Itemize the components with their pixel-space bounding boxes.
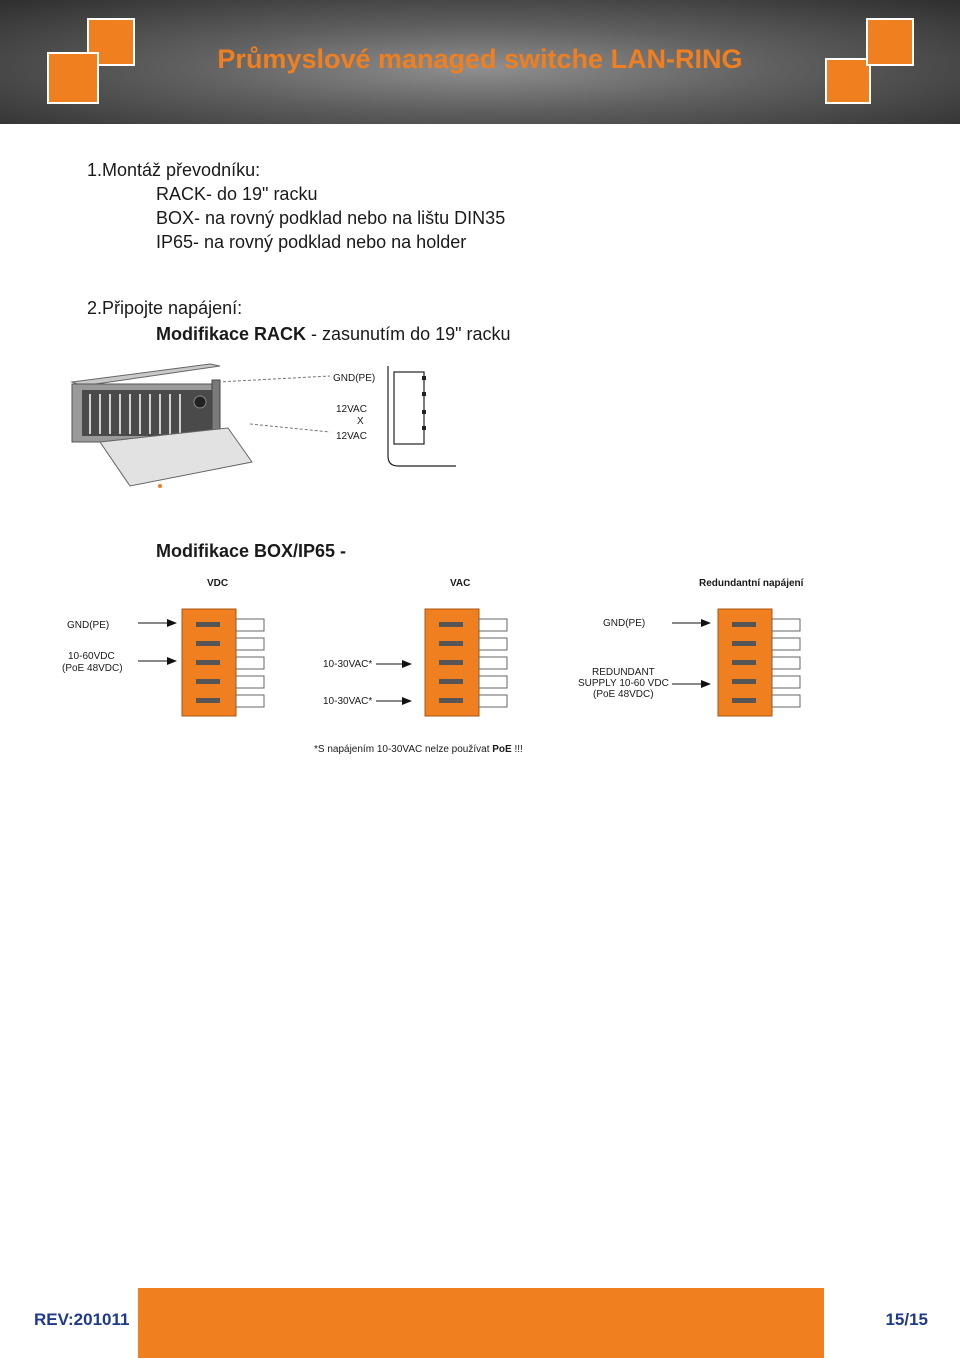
rack-gnd-label: GND(PE) xyxy=(333,373,376,384)
redundant-label-line3: (PoE 48VDC) xyxy=(593,689,654,700)
section1-line-rack: RACK- do 19" racku xyxy=(156,184,318,204)
column-redundant-header: Redundantní napájení xyxy=(699,578,804,589)
vdc-supply-label-line2: (PoE 48VDC) xyxy=(62,663,123,674)
section1-line-ip65: IP65- na rovný podklad nebo na holder xyxy=(156,232,467,252)
vdc-supply-label-line1: 10-60VDC xyxy=(68,651,115,662)
revision-label: REV:201011 xyxy=(34,1310,130,1329)
section1-line-box: BOX- na rovný podklad nebo na lištu DIN35 xyxy=(156,208,506,228)
section1-heading: 1.Montáž převodníku: xyxy=(87,160,261,180)
rack-12vac-label-2: 12VAC xyxy=(336,431,367,442)
poe-warning-note: *S napájením 10-30VAC nelze používat PoE !!! xyxy=(314,744,523,755)
rack-x-label: X xyxy=(357,416,364,427)
box-modification-label: Modifikace BOX/IP65 - xyxy=(156,541,347,561)
page-title: Průmyslové managed switche LAN-RING xyxy=(217,44,743,74)
vac-label-1: 10-30VAC* xyxy=(323,659,373,670)
vdc-gnd-label: GND(PE) xyxy=(67,620,110,631)
section2-heading: 2.Připojte napájení: xyxy=(87,298,243,318)
footer-accent-bar xyxy=(138,1288,824,1358)
vac-label-2: 10-30VAC* xyxy=(323,696,373,707)
page-footer xyxy=(0,1288,960,1358)
page-number: 15/15 xyxy=(885,1310,928,1329)
vdc-terminal-block xyxy=(182,609,264,716)
column-vdc-header: VDC xyxy=(207,578,229,589)
vac-terminal-block xyxy=(425,609,507,716)
redundant-label-line1: REDUNDANT xyxy=(592,667,655,678)
redundant-gnd-label: GND(PE) xyxy=(603,618,646,629)
rack-12vac-label-1: 12VAC xyxy=(336,404,367,415)
rack-modification-label: Modifikace RACK - zasunutím do 19" racku xyxy=(156,324,511,344)
redundant-terminal-block xyxy=(718,609,800,716)
redundant-label-line2: SUPPLY 10-60 VDC xyxy=(578,678,669,689)
column-vac-header: VAC xyxy=(450,578,471,589)
